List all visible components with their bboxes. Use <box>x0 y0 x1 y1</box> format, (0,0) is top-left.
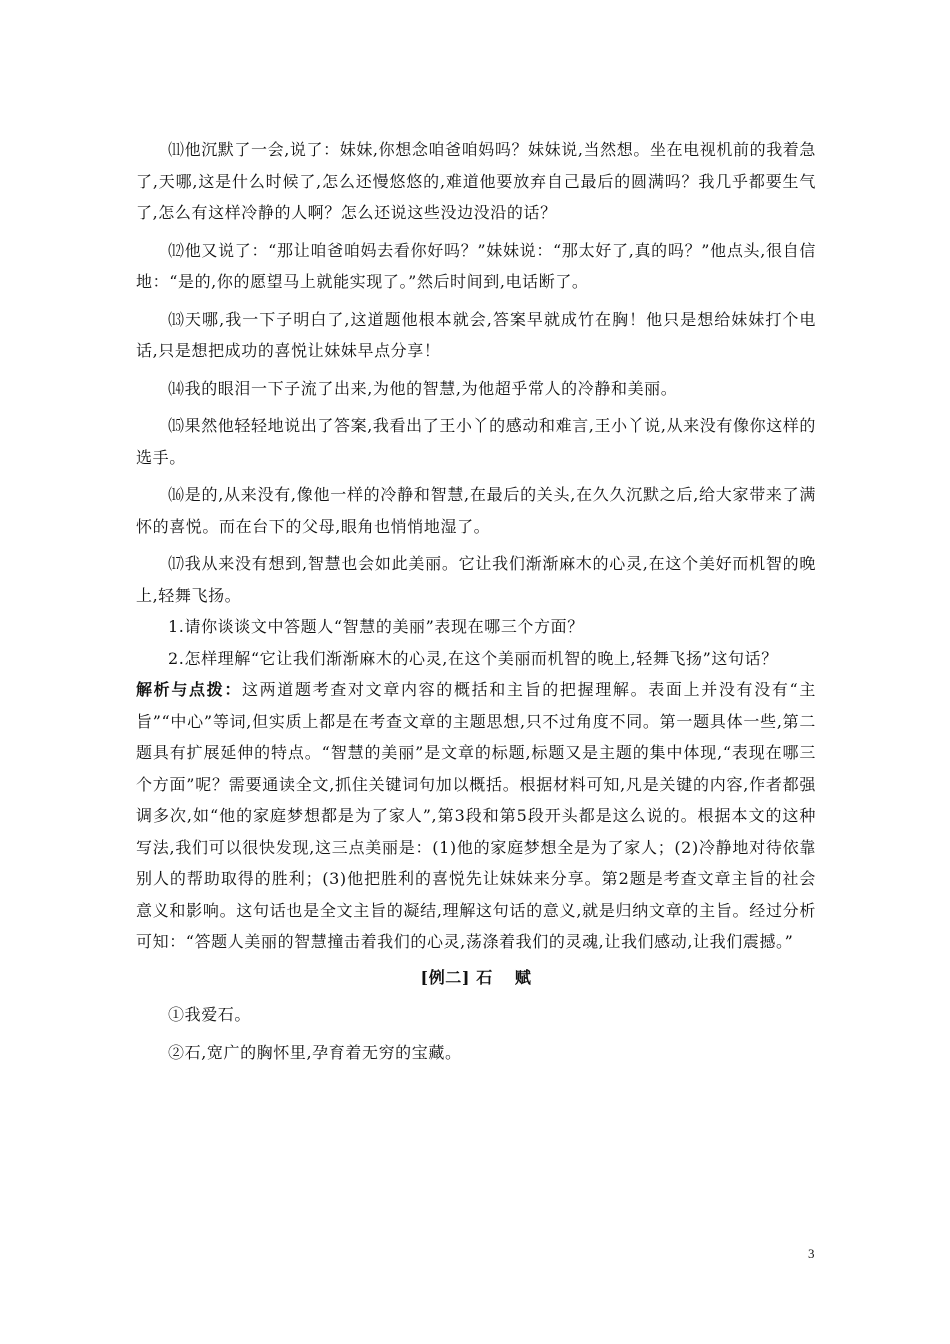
paragraph-17: ⒄我从来没有想到,智慧也会如此美丽。它让我们渐渐麻木的心灵,在这个美好而机智的晚上,轻舞飞扬。 <box>136 554 816 605</box>
page-content <box>136 134 816 1074</box>
paragraph-15: ⒂果然他轻轻地说出了答案,我看出了王小丫的感动和难言,王小丫说,从来没有像你这样的选手。 <box>136 416 816 467</box>
question-2: 2.怎样理解“它让我们渐渐麻木的心灵,在这个美丽而机智的晚上,轻舞飞扬”这句话？ <box>168 648 778 668</box>
question-1: 1.请你谈谈文中答题人“智慧的美丽”表现在哪三个方面？ <box>168 617 584 636</box>
example-heading-title-2: 赋 <box>514 967 532 987</box>
paragraph-11: ⑾他沉默了一会,说了：妹妹,你想念咱爸咱妈吗？妹妹说,当然想。坐在电视机前的我着急了,天哪,这是什么时候了,怎么还慢悠悠的,难道他要放弃自己最后的圆满吗？我几乎都要生气了,怎么有这样冷静的人啊？怎么还说这些没边没沿的话？ <box>136 140 816 222</box>
page-number: 3 <box>808 1246 815 1261</box>
example-paragraph-2: ②石,宽广的胸怀里,孕育着无穷的宝藏。 <box>168 1042 462 1062</box>
paragraph-12: ⑿他又说了：“那让咱爸咱妈去看你好吗？”妹妹说：“那太好了,真的吗？”他点头,很自信地：“是的,你的愿望马上就能实现了。”然后时间到,电话断了。 <box>136 240 816 291</box>
paragraph-13: ⒀天哪,我一下子明白了,这道题他根本就会,答案早就成竹在胸！他只是想给妹妹打个电话,只是想把成功的喜悦让妹妹早点分享！ <box>136 309 816 360</box>
example-heading <box>136 962 816 994</box>
analysis-text: 这两道题考查对文章内容的概括和主旨的把握理解。表面上并没有没有“主旨”“中心”等词,但实质上都是在考查文章的主题思想,只不过角度不同。第一题具体一些,第二题具有扩展延伸的特点。“智慧的美丽”是文章的标题,标题又是主题的集中体现,“表现在哪三个方面”呢？需要通读全文,抓住关键词句加以概括。根据材料可知,凡是关键的内容,作者都强调多次,如“他的家庭梦想都是为了家人”,第3段和第5段开头都是这么说的。根据本文的这种写法,我们可以很快发现,这三点美丽是：(1)他的家庭梦想全是为了家人；(2)冷静地对待依靠别人的帮助取得的胜利；(3)他把胜利的喜悦先让妹妹来分享。第2题是考查文章主旨的社会意义和影响。这句话也是全文主旨的凝结,理解这句话的意义,就是归纳文章的主旨。经过分析可知：“答题人美丽的智慧撞击着我们的心灵,荡涤着我们的灵魂,让我们感动,让我们震撼。” <box>136 680 816 951</box>
analysis-label: 解析与点拨： <box>136 680 242 699</box>
example-heading-prefix: [例二] <box>420 967 471 987</box>
paragraph-14: ⒁我的眼泪一下子流了出来,为他的智慧,为他超乎常人的冷静和美丽。 <box>168 378 678 398</box>
analysis-block <box>136 674 816 958</box>
example-heading-title-1: 石 <box>476 967 493 987</box>
paragraph-16: ⒃是的,从来没有,像他一样的冷静和智慧,在最后的关头,在久久沉默之后,给大家带来了满怀的喜悦。而在台下的父母,眼角也悄悄地湿了。 <box>136 485 816 536</box>
example-paragraph-1: ①我爱石。 <box>168 1005 252 1024</box>
